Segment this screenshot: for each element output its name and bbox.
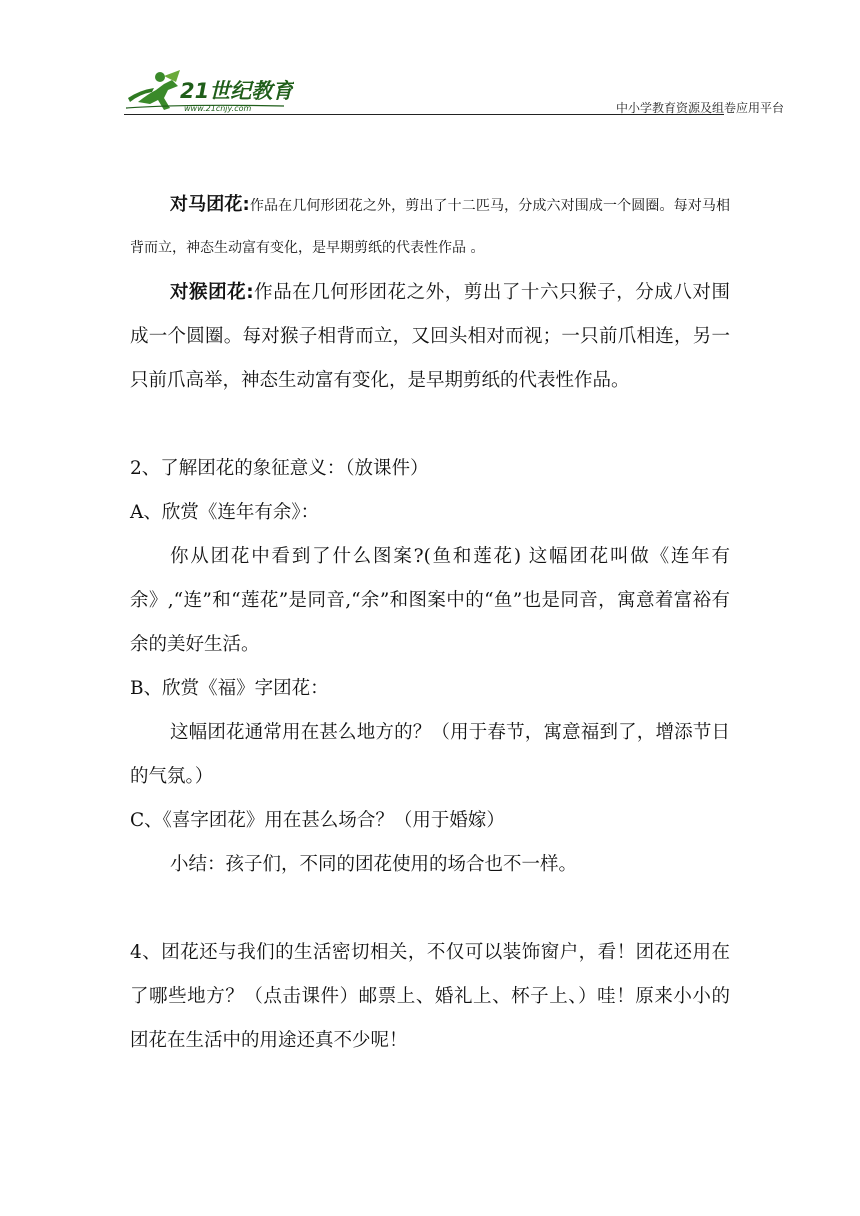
section-2-heading: 2、了解团花的象征意义：（放课件） [130, 458, 429, 479]
section-a-heading: A、欣赏《连年有余》： [130, 502, 320, 523]
monkey-pattern-text: 作品在几何形团花之外，剪出了十六只猴子，分成八对围成一个圆圈。每对猴子相背而立，又回头相对而视；一只前爪相连，另一只前爪高举，神态生动富有变化，是早期剪纸的代表性作品。 [130, 282, 730, 391]
horse-pattern-colon: : [242, 194, 250, 215]
horse-pattern-text: 作品在几何形团花之外，剪出了十二匹马，分成六对围成一个圆圈。每对马相背而立，神态生动富有变化，是早期剪纸的代表性作品 。 [130, 198, 731, 256]
logo-wordmark: 21世纪教育 [180, 79, 294, 103]
section-a-text: 你从团花中看到了什么图案?(鱼和莲花) 这幅团花叫做《连年有余》,“连”和“莲花”是同音,“余”和图案中的“鱼”也是同音，寓意着富裕有余的美好生活。 [130, 546, 730, 655]
site-logo[interactable] [124, 68, 294, 114]
header-divider [124, 114, 724, 115]
horse-pattern-title: 对马团花 [170, 194, 243, 215]
paragraph-horse-pattern [130, 184, 730, 269]
runner-logo-icon [124, 68, 294, 114]
document-body [130, 184, 730, 1063]
monkey-pattern-title: 对猴团花 [170, 282, 247, 303]
section-b-text: 这幅团花通常用在甚么地方的？（用于春节，寓意福到了，增添节日的气氛。） [130, 722, 730, 787]
section-b-heading: B、欣赏《福》字团花： [130, 678, 329, 699]
spacer [130, 887, 730, 931]
summary-text: 小结：孩子们，不同的团花使用的场合也不一样。 [170, 854, 578, 875]
section-4-text: 4、团花还与我们的生活密切相关，不仅可以装饰窗户，看！团花还用在了哪些地方？（点击课件）邮票上、婚礼上、杯子上、）哇！原来小小的团花在生活中的用途还真不少呢！ [130, 942, 730, 1051]
logo-url: www.21cnjy.com [184, 104, 252, 113]
section-c-heading: C、《喜字团花》用在甚么场合？（用于婚嫁） [130, 810, 505, 831]
platform-title: 中小学教育资源及组卷应用平台 [615, 101, 784, 115]
page-header [0, 0, 860, 120]
monkey-pattern-colon: : [246, 282, 254, 303]
paragraph-monkey-pattern [130, 271, 730, 403]
spacer [130, 403, 730, 447]
